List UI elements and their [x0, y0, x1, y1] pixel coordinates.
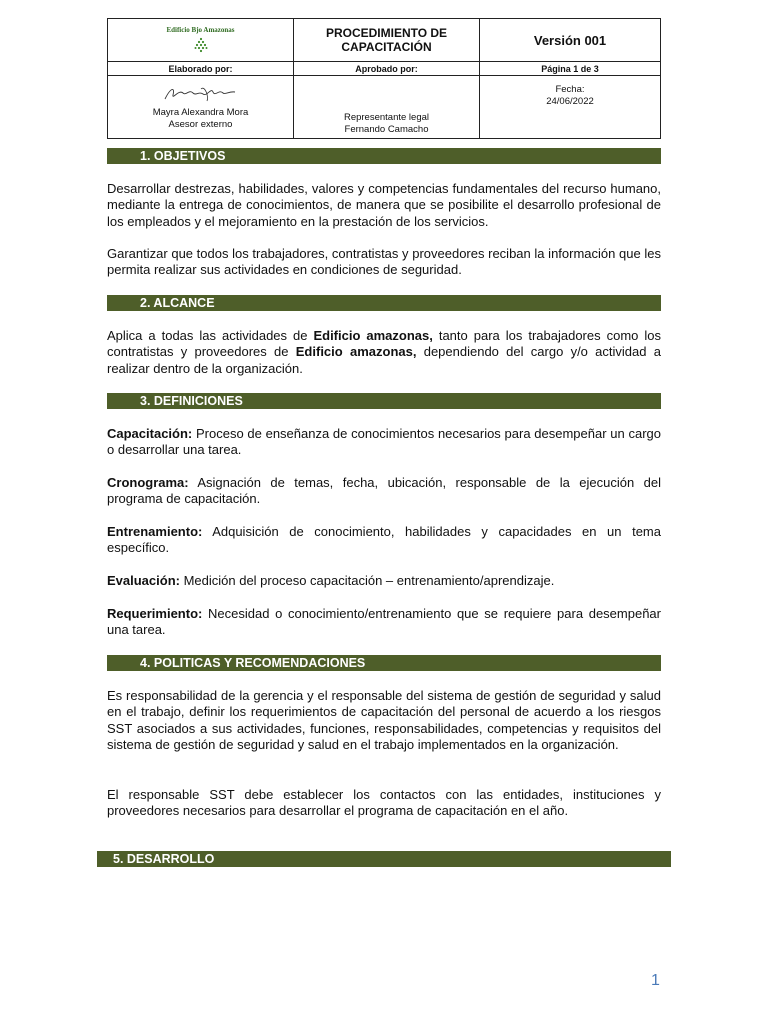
- leaf-logo-icon: [192, 36, 210, 54]
- title-line-2: CAPACITACIÓN: [341, 40, 432, 54]
- definition-term: Entrenamiento:: [107, 524, 203, 539]
- section-heading-politicas: 4. POLITICAS Y RECOMENDACIONES: [107, 655, 661, 671]
- aprobado-label: Aprobado por:: [294, 62, 480, 76]
- definition-term: Requerimiento:: [107, 606, 203, 621]
- objetivos-paragraph-2: Garantizar que todos los trabajadores, contratistas y proveedores reciban la información que les permita realizar sus actividades en condiciones de seguridad.: [107, 246, 661, 278]
- page-indicator: Página 1 de 3: [480, 62, 661, 76]
- fecha-label: Fecha:: [555, 84, 585, 95]
- version-label: Versión 001: [480, 19, 661, 62]
- aprobado-cell: [294, 76, 480, 139]
- logo-cell: [108, 19, 294, 62]
- aprobado-role: Representante legal: [343, 112, 430, 123]
- definition-term: Capacitación:: [107, 426, 193, 441]
- company-logo: [108, 26, 293, 54]
- document-header-table: [107, 18, 661, 139]
- logo-text: Edificio Bjo Amazonas: [166, 26, 235, 34]
- definition-item: [107, 606, 661, 639]
- section-heading-definiciones: 3. DEFINICIONES: [107, 393, 661, 409]
- alcance-paragraph: [107, 328, 661, 377]
- title-line-1: PROCEDIMIENTO DE: [325, 26, 448, 40]
- elaborado-label: Elaborado por:: [108, 62, 294, 76]
- aprobado-name: Fernando Camacho: [344, 124, 429, 135]
- definition-text: Proceso de enseñanza de conocimientos necesarios para desempeñar un cargo o desarrollar una tarea.: [107, 426, 661, 458]
- elaborado-cell: [108, 76, 294, 139]
- section-heading-alcance: 2. ALCANCE: [107, 295, 661, 311]
- fecha-value: 24/06/2022: [546, 96, 594, 107]
- definition-item: [107, 475, 661, 508]
- politicas-paragraph-1: Es responsabilidad de la gerencia y el responsable del sistema de gestión de seguridad y salud en el trabajo, definir los requerimientos de capacitación del personal de acuerdo a los riesgos SST asociados a sus actividades, funciones, responsabilidades, competencias y requisitos del sistema de gestión de seguridad y salud en el trabajo implementados en la organización.: [107, 688, 661, 753]
- objetivos-paragraph-1: Desarrollar destrezas, habilidades, valores y competencias fundamentales del recurso humano, mediante la entrega de conocimientos, de manera que se posibilite el desarrollo profesional de los empleados y el mejoramiento en la prestación de los servicios.: [107, 181, 661, 229]
- alcance-bold-1: Edificio amazonas,: [313, 328, 433, 343]
- definition-item: [107, 426, 661, 459]
- definition-text: Necesidad o conocimiento/entrenamiento que se requiere para desempeñar una tarea.: [107, 606, 661, 638]
- signature-icon: [161, 83, 241, 105]
- definition-text: Medición del proceso capacitación – entrenamiento/aprendizaje.: [179, 573, 555, 588]
- elaborado-role: Asesor externo: [168, 119, 233, 130]
- page-number: 1: [651, 972, 660, 989]
- alcance-text-3: dependiendo del cargo y/o actividad a realizar dentro de la organización.: [107, 344, 661, 376]
- definition-item: [107, 524, 661, 557]
- elaborado-name: Mayra Alexandra Mora: [152, 107, 249, 118]
- document-title: [294, 19, 480, 62]
- definition-item: [107, 573, 661, 589]
- alcance-bold-2: Edificio amazonas,: [295, 344, 417, 360]
- definition-text: Asignación de temas, fecha, ubicación, responsable de la ejecución del programa de capacitación.: [107, 475, 661, 507]
- definition-term: Evaluación:: [107, 573, 180, 588]
- alcance-text-2: tanto para los trabajadores como los contratistas y proveedores de: [107, 328, 661, 360]
- fecha-cell: [480, 76, 661, 139]
- section-heading-desarrollo: 5. DESARROLLO: [97, 851, 671, 867]
- definition-text: Adquisición de conocimiento, habilidades y capacidades en un tema específico.: [107, 524, 661, 556]
- definition-term: Cronograma:: [107, 475, 189, 490]
- alcance-text-1: Aplica a todas las actividades de: [107, 328, 314, 343]
- section-heading-objetivos: 1. OBJETIVOS: [107, 148, 661, 164]
- politicas-paragraph-2: El responsable SST debe establecer los contactos con las entidades, instituciones y proveedores necesarios para desarrollar el programa de capacitación en el año.: [107, 787, 661, 819]
